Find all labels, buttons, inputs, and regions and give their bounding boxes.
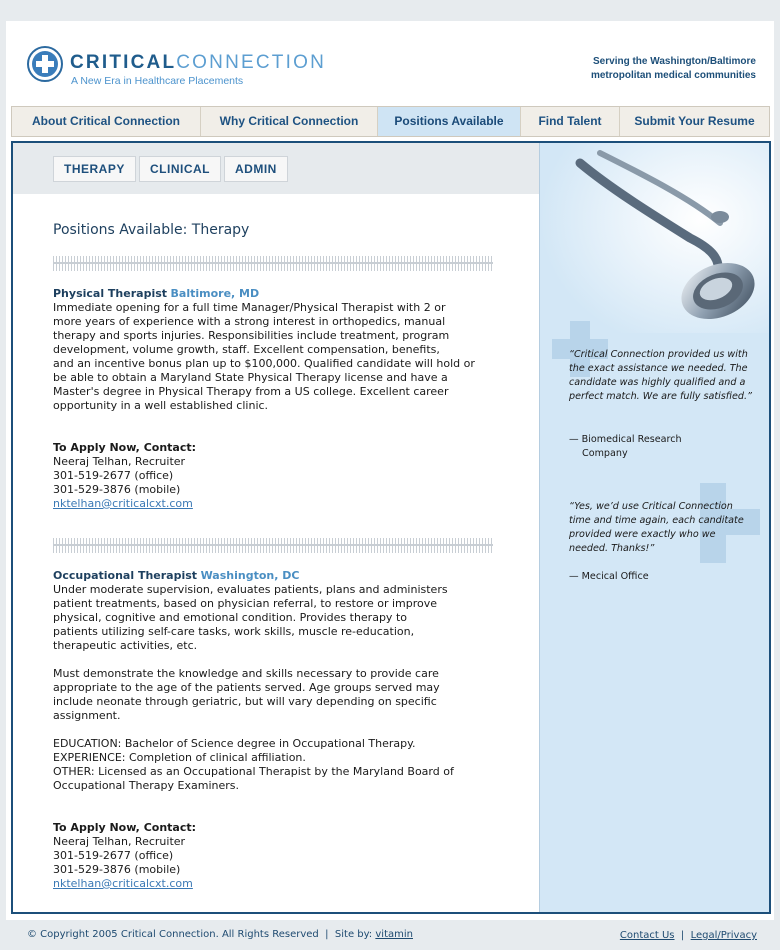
nav-tab-about[interactable]: About Critical Connection <box>12 107 201 136</box>
apply-contact <box>53 821 353 891</box>
nav-tab-submit-resume[interactable]: Submit Your Resume <box>634 114 755 128</box>
footer-copyright <box>27 929 413 940</box>
nav-tab-why[interactable]: Why Critical Connection <box>201 107 378 136</box>
legal-privacy-link[interactable]: Legal/Privacy <box>690 930 757 941</box>
serving-line-1: Serving the Washington/Baltimore <box>593 56 756 67</box>
job-title: Physical Therapist <box>53 287 168 300</box>
logo-tagline: A New Era in Healthcare Placements <box>71 75 244 87</box>
contact-name: Neeraj Telhan, Recruiter <box>53 835 186 848</box>
subtab-clinical[interactable]: CLINICAL <box>139 156 221 182</box>
site-by-label: Site by: <box>334 929 373 940</box>
content-panel <box>11 141 771 914</box>
nav-tab-find-talent[interactable]: Find Talent <box>521 107 620 136</box>
job-location: Washington, DC <box>200 569 300 582</box>
logo-wordmark <box>70 52 326 74</box>
testimonial-quote: “Yes, we’d use Critical Connection time and time again, each canditate provided were exactly who we needed. Thanks!” <box>569 501 744 554</box>
job-listing <box>53 287 503 413</box>
subtab-therapy[interactable]: THERAPY <box>53 156 136 182</box>
footer-links <box>620 930 757 941</box>
job-location: Baltimore, MD <box>170 287 260 300</box>
phone-office: 301-519-2677 (office) <box>53 469 174 482</box>
main-nav <box>11 106 770 137</box>
medical-cross-icon <box>27 46 63 82</box>
job-description: Immediate opening for a full time Manager/Physical Therapist with 2 or more years of experience with a strong interest in orthopedics, manual therapy and sports injuries. Responsibilities include treatment, program development, volume growth, staff. Excellent compensation, benefits, and an incentive bonus plan up to $100,000. Qualified candidate will hold or be able to obtain a Maryland State Physical Therapy license and have a Master's degree in Physical Therapy from a US college. Excellent career opportunity in a well established clinic. <box>53 301 475 412</box>
apply-contact <box>53 441 353 511</box>
site-by-link[interactable]: vitamin <box>375 929 413 940</box>
phone-mobile: 301-529-3876 (mobile) <box>53 863 181 876</box>
logo[interactable] <box>27 46 327 96</box>
page-title: Positions Available: Therapy <box>53 222 250 238</box>
main-column <box>13 143 539 912</box>
phone-mobile: 301-529-3876 (mobile) <box>53 483 181 496</box>
subtab-admin[interactable]: ADMIN <box>224 156 288 182</box>
testimonial-attribution: — Mecical Office <box>569 571 649 582</box>
separator <box>53 256 493 271</box>
sub-nav <box>13 143 539 194</box>
footer-divider: | <box>325 929 329 940</box>
apply-heading: To Apply Now, Contact: <box>53 821 197 834</box>
page-frame <box>6 21 774 920</box>
testimonial-attribution <box>569 433 755 461</box>
phone-office: 301-519-2677 (office) <box>53 849 174 862</box>
logo-light: CONNECTION <box>176 52 326 73</box>
nav-tab-positions[interactable]: Positions Available <box>378 107 521 136</box>
serving-line-2: metropolitan medical communities <box>590 70 756 81</box>
testimonials-sidebar <box>539 143 769 912</box>
copyright-text: © Copyright 2005 Critical Connection. All Rights Reserved <box>27 929 319 940</box>
email-link[interactable]: nktelhan@criticalcxt.com <box>53 497 193 510</box>
email-link[interactable]: nktelhan@criticalcxt.com <box>53 877 193 890</box>
serving-statement <box>591 55 756 83</box>
testimonial-quote: “Critical Connection provided us with the exact assistance we needed. The candidate was highly qualified and a perfect match. We are fully satisfied.” <box>569 349 752 402</box>
attribution-line: — Biomedical Research <box>569 434 682 445</box>
footer-divider: | <box>680 930 685 941</box>
stethoscope-icon <box>540 143 769 333</box>
logo-bold: CRITICAL <box>70 52 177 73</box>
contact-us-link[interactable]: Contact Us <box>619 930 675 941</box>
attribution-line: Company <box>582 448 628 459</box>
job-listing <box>53 569 503 793</box>
job-title: Occupational Therapist <box>53 569 198 582</box>
contact-name: Neeraj Telhan, Recruiter <box>53 455 186 468</box>
job-description: Under moderate supervision, evaluates patients, plans and administers patient treatments, based on physician referral, to restore or improve physical, cognitive and emotional condition. Provides therapy to patients utilizing self-care tasks, work skills, muscle re-education, therapeutic activities, etc. Must demonstrate the knowledge and skills necessary to provide care appropriate to the age of the patients served. Age groups served may include neonate through geriatric, but will vary depending on specific assignment. EDUCATION: Bachelor of Science degree in Occupational Therapy. EXPERIENCE: Completion of clinical affiliation. OTHER: Licensed as an Occupational Therapist by the Maryland Board of Occupational Therapy Examiners. <box>53 583 454 792</box>
apply-heading: To Apply Now, Contact: <box>53 441 197 454</box>
separator <box>53 538 493 553</box>
